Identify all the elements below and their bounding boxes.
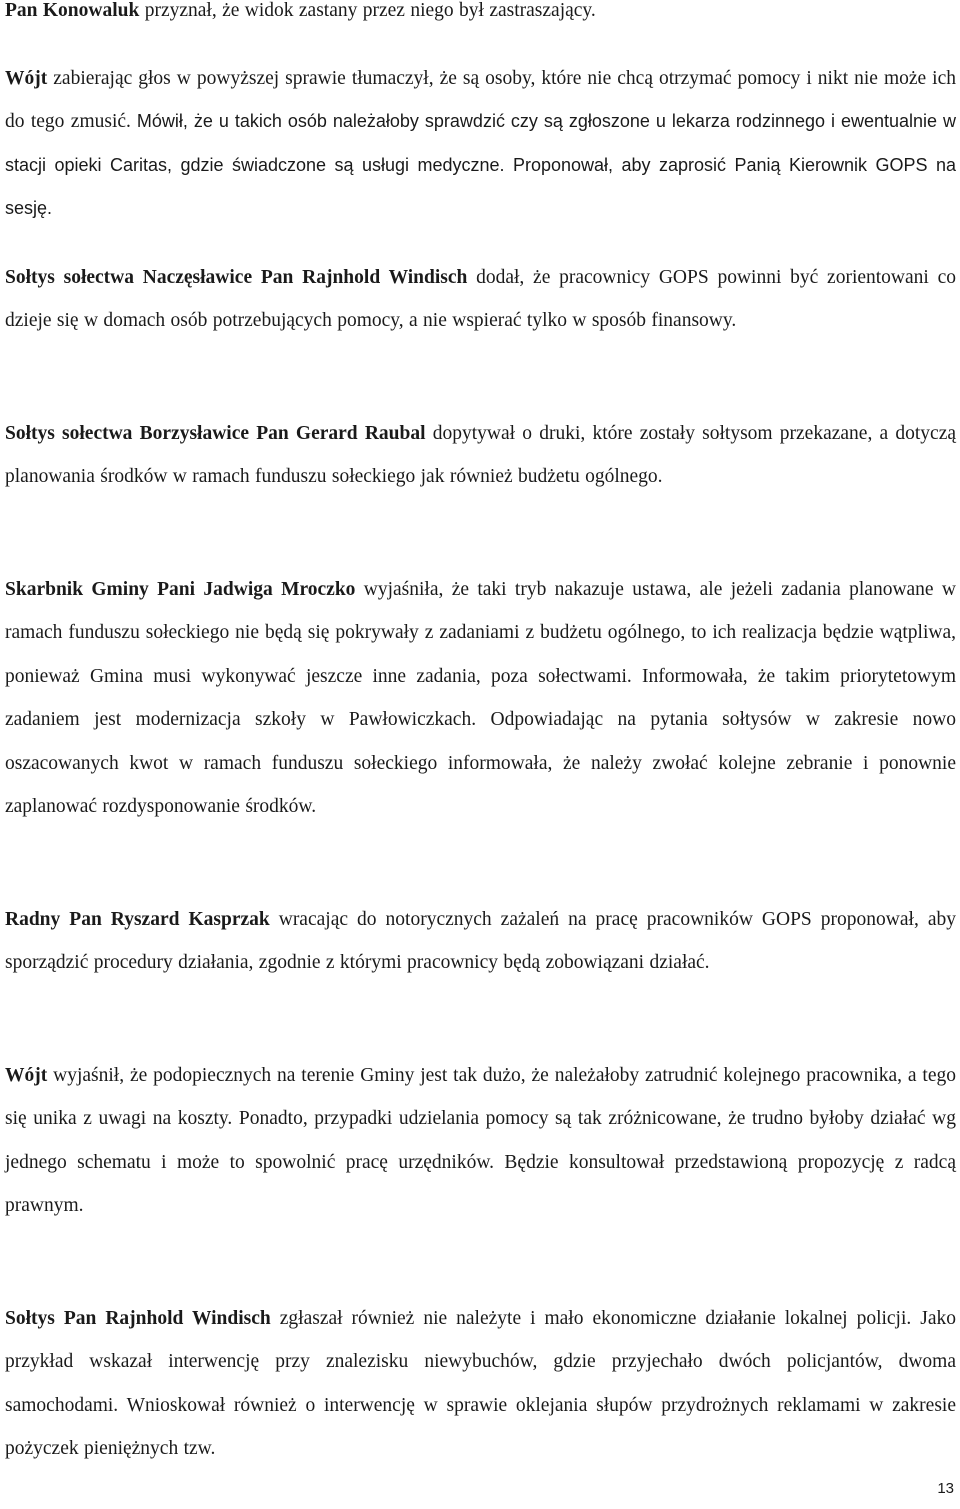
speaker-name: Pan Konowaluk	[5, 0, 140, 21]
paragraph-skarbnik	[5, 568, 956, 828]
paragraph-text: zabierając głos w powyższej sprawie tłumaczył, że są osoby, które nie chcą otrzymać pomocy i nikt nie może ich do tego zmusić.	[5, 68, 956, 133]
speaker-name: Radny Pan Ryszard Kasprzak	[5, 909, 270, 930]
paragraph-text: wyjaśniła, że taki tryb nakazuje ustawa, ale jeżeli zadania planowane w ramach funduszu sołeckiego nie będą się pokrywały z zadaniami z budżetu ogólnego, to ich realizacja będzie wątpliwa, ponieważ Gmina musi wykonywać jeszcze inne zadania, poza sołectwami. Informowała, że takim priorytetowym zadaniem jest modernizacja szkoły w Pawłowiczkach. Odpowiadając na pytania sołtysów w zakresie nowo oszacowanych kwot w ramach funduszu sołeckiego informowała, że należy zwołać kolejne zebranie i ponownie zaplanować rozdysponowanie środków.	[5, 579, 956, 818]
paragraph-konowaluk	[5, 0, 956, 32]
paragraph-text: wracając do notorycznych zażaleń na pracę pracowników GOPS proponował, aby sporządzić procedury działania, zgodnie z którymi pracownicy będą zobowiązani działać.	[5, 909, 956, 974]
paragraph-kasprzak	[5, 898, 956, 985]
paragraph-windisch	[5, 1297, 956, 1471]
speaker-name: Sołtys Pan Rajnhold Windisch	[5, 1308, 271, 1329]
paragraph-text: dopytywał o druki, które zostały sołtysom przekazane, a dotyczą planowania środków w ramach funduszu sołeckiego jak również budżetu ogólnego.	[5, 423, 957, 488]
paragraph-wojt-2	[5, 1054, 956, 1228]
speaker-name: Wójt	[5, 68, 48, 89]
paragraph-text: zgłaszał również nie należyte i mało ekonomiczne działanie lokalnej policji. Jako przykład wskazał interwencję przy znalezisku niewybuchów, gdzie przyjechało dwóch policjantów, dwoma samochodami. Wnioskował również o interwencję w sprawie oklejania słupów przydrożnych reklamami w zakresie pożyczek pieniężnych tzw.	[5, 1308, 957, 1460]
paragraph-borzyslawice	[5, 412, 956, 499]
speaker-name: Sołtys sołectwa Naczęsławice Pan Rajnhold Windisch	[5, 267, 468, 288]
paragraph-text: wyjaśnił, że podopiecznych na terenie Gminy jest tak dużo, że należałoby zatrudnić kolejnego pracownika, a tego się unika z uwagi na koszty. Ponadto, przypadki udzielania pomocy są tak zróżnicowane, że trudno byłoby działać wg jednego schematu i może to spowolnić pracę urzędników. Będzie konsultował przedstawioną propozycję z radcą prawnym.	[5, 1065, 956, 1217]
speaker-name: Skarbnik Gminy Pani Jadwiga Mroczko	[5, 579, 356, 600]
paragraph-naczeslawice	[5, 256, 956, 343]
paragraph-text-sans: Mówił, że u takich osób należałoby sprawdzić czy są zgłoszone u lekarza rodzinnego i ewentualnie w stacji opieki Caritas, gdzie świadczone są usługi medyczne. Proponował, aby zaprosić Panią Kierownik GOPS na sesję.	[5, 111, 957, 219]
paragraph-text: przyznał, że widok zastany przez niego był zastraszający.	[139, 0, 596, 21]
page-number: 13	[937, 1480, 954, 1497]
speaker-name: Sołtys sołectwa Borzysławice Pan Gerard Raubal	[5, 423, 426, 444]
speaker-name: Wójt	[5, 1065, 48, 1086]
paragraph-wojt-1	[5, 57, 956, 231]
paragraph-text: dodał, że pracownicy GOPS powinni być zorientowani co dzieje się w domach osób potrzebujących pomocy, a nie wspierać tylko w sposób finansowy.	[5, 267, 957, 332]
